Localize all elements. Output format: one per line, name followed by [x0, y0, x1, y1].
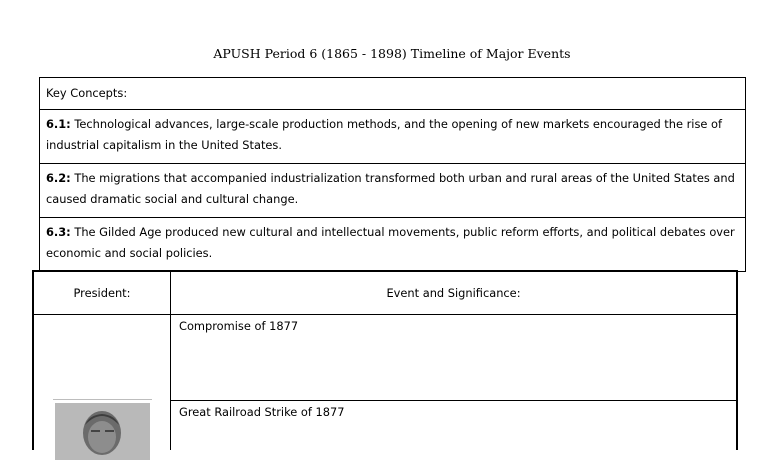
key-concepts-table: [39, 77, 746, 272]
concept-code: 6.1:: [46, 117, 71, 131]
event-row-compromise-1877[interactable]: Compromise of 1877: [171, 315, 736, 401]
portrait-photo-icon: [55, 403, 150, 460]
concept-text: Technological advances, large-scale production methods, and the opening of new markets encouraged the rise of industrial capitalism in the United States.: [46, 117, 723, 152]
president-portrait: [53, 399, 152, 460]
key-concept-6-3: [40, 217, 745, 271]
president-column-header: President:: [34, 272, 171, 315]
concept-code: 6.2:: [46, 171, 71, 185]
key-concept-6-1: [40, 109, 745, 163]
document-title: APUSH Period 6 (1865 - 1898) Timeline of Major Events: [213, 46, 571, 61]
concept-text: The Gilded Age produced new cultural and intellectual movements, public reform efforts, and political debates over economic and social policies.: [46, 225, 735, 260]
president-cell: [34, 315, 171, 450]
portrait-image: [55, 403, 150, 460]
concept-code: 6.3:: [46, 225, 71, 239]
key-concepts-header: Key Concepts:: [46, 86, 128, 100]
event-row-railroad-strike-1877[interactable]: Great Railroad Strike of 1877: [179, 405, 345, 419]
timeline-table: [32, 270, 738, 450]
concept-text: The migrations that accompanied industrialization transformed both urban and rural areas of the United States and caused dramatic social and cultural change.: [46, 171, 735, 206]
event-column-header: Event and Significance:: [171, 272, 736, 315]
key-concept-6-2: [40, 163, 745, 217]
